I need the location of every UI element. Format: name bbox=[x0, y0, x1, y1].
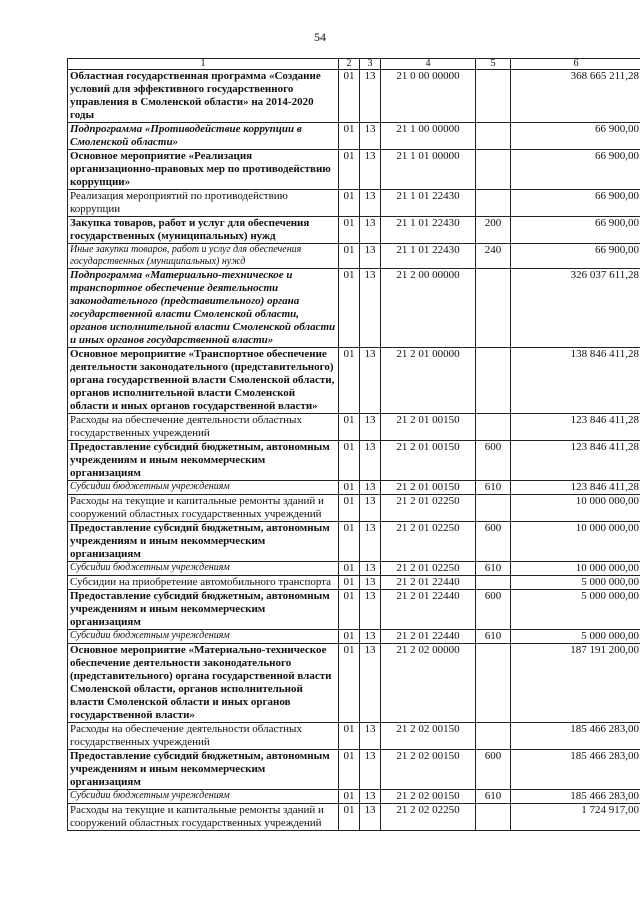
table-row bbox=[68, 804, 640, 831]
row-expense-type-cell bbox=[476, 123, 511, 150]
row-expense-type-cell bbox=[476, 70, 511, 123]
row-subsection-cell: 13 bbox=[360, 644, 381, 723]
row-section-cell: 01 bbox=[339, 481, 360, 495]
row-expense-type-cell: 610 bbox=[476, 481, 511, 495]
row-section-cell: 01 bbox=[339, 217, 360, 244]
page-number: 54 bbox=[314, 30, 326, 44]
row-expense-type-cell: 600 bbox=[476, 590, 511, 630]
row-target-article-cell: 21 2 00 00000 bbox=[381, 269, 476, 348]
row-name-cell: Субсидии бюджетным учреждениям bbox=[68, 562, 339, 576]
row-section-cell: 01 bbox=[339, 495, 360, 522]
row-section-cell: 01 bbox=[339, 190, 360, 217]
row-amount-cell: 185 466 283,00 bbox=[511, 750, 640, 790]
row-name-cell: Предоставление субсидий бюджетным, автономным учреждениям и иным некоммерческим организациям bbox=[68, 522, 339, 562]
row-target-article-cell: 21 0 00 00000 bbox=[381, 70, 476, 123]
row-target-article-cell: 21 2 01 00150 bbox=[381, 414, 476, 441]
row-expense-type-cell: 600 bbox=[476, 750, 511, 790]
table-row bbox=[68, 630, 640, 644]
row-subsection-cell: 13 bbox=[360, 790, 381, 804]
row-target-article-cell: 21 1 00 00000 bbox=[381, 123, 476, 150]
row-target-article-cell: 21 2 01 02250 bbox=[381, 562, 476, 576]
row-amount-cell: 10 000 000,00 bbox=[511, 495, 640, 522]
row-target-article-cell: 21 2 01 02250 bbox=[381, 495, 476, 522]
row-section-cell: 01 bbox=[339, 269, 360, 348]
row-target-article-cell: 21 1 01 22430 bbox=[381, 244, 476, 269]
row-subsection-cell: 13 bbox=[360, 495, 381, 522]
row-name-cell: Субсидии бюджетным учреждениям bbox=[68, 630, 339, 644]
row-expense-type-cell bbox=[476, 269, 511, 348]
row-name-cell: Расходы на текущие и капитальные ремонты зданий и сооружений областных государственных учреждений bbox=[68, 804, 339, 831]
table-row bbox=[68, 70, 640, 123]
row-section-cell: 01 bbox=[339, 723, 360, 750]
row-subsection-cell: 13 bbox=[360, 217, 381, 244]
row-name-cell: Расходы на обеспечение деятельности областных государственных учреждений bbox=[68, 723, 339, 750]
row-expense-type-cell: 610 bbox=[476, 790, 511, 804]
header-cell-6: 6 bbox=[511, 59, 640, 70]
row-amount-cell: 10 000 000,00 bbox=[511, 522, 640, 562]
row-amount-cell: 185 466 283,00 bbox=[511, 790, 640, 804]
row-subsection-cell: 13 bbox=[360, 630, 381, 644]
row-name-cell: Субсидии бюджетным учреждениям bbox=[68, 790, 339, 804]
header-cell-3: 3 bbox=[360, 59, 381, 70]
row-name-cell: Субсидии бюджетным учреждениям bbox=[68, 481, 339, 495]
table-row bbox=[68, 790, 640, 804]
row-subsection-cell: 13 bbox=[360, 723, 381, 750]
row-section-cell: 01 bbox=[339, 150, 360, 190]
row-amount-cell: 66 900,00 bbox=[511, 150, 640, 190]
row-target-article-cell: 21 2 01 02250 bbox=[381, 522, 476, 562]
row-target-article-cell: 21 2 01 00150 bbox=[381, 441, 476, 481]
row-subsection-cell: 13 bbox=[360, 70, 381, 123]
table-body bbox=[68, 70, 640, 831]
row-amount-cell: 5 000 000,00 bbox=[511, 576, 640, 590]
row-subsection-cell: 13 bbox=[360, 414, 381, 441]
row-subsection-cell: 13 bbox=[360, 481, 381, 495]
row-subsection-cell: 13 bbox=[360, 576, 381, 590]
table-row bbox=[68, 190, 640, 217]
row-target-article-cell: 21 2 02 00000 bbox=[381, 644, 476, 723]
row-expense-type-cell bbox=[476, 644, 511, 723]
row-expense-type-cell: 200 bbox=[476, 217, 511, 244]
row-target-article-cell: 21 1 01 22430 bbox=[381, 190, 476, 217]
table-row bbox=[68, 150, 640, 190]
table-row bbox=[68, 123, 640, 150]
row-name-cell: Основное мероприятие «Материально-техническое обеспечение деятельности законодательного (представительного) органа государственной власти Смоленской области, органов исполнительной власти Смоленской области и иных органов государственной власти» bbox=[68, 644, 339, 723]
table-row bbox=[68, 522, 640, 562]
row-target-article-cell: 21 1 01 00000 bbox=[381, 150, 476, 190]
row-amount-cell: 138 846 411,28 bbox=[511, 348, 640, 414]
row-amount-cell: 326 037 611,28 bbox=[511, 269, 640, 348]
row-name-cell: Основное мероприятие «Реализация организационно-правовых мер по противодействию коррупции» bbox=[68, 150, 339, 190]
row-amount-cell: 368 665 211,28 bbox=[511, 70, 640, 123]
row-amount-cell: 123 846 411,28 bbox=[511, 414, 640, 441]
row-subsection-cell: 13 bbox=[360, 190, 381, 217]
row-section-cell: 01 bbox=[339, 70, 360, 123]
row-name-cell: Подпрограмма «Материально-техническое и транспортное обеспечение деятельности законодательного (представительного) органа государственной власти Смоленской области, органов исполнительной власти Смоленской области и иных органов государственной власти» bbox=[68, 269, 339, 348]
row-name-cell: Расходы на обеспечение деятельности областных государственных учреждений bbox=[68, 414, 339, 441]
row-amount-cell: 1 724 917,00 bbox=[511, 804, 640, 831]
row-amount-cell: 123 846 411,28 bbox=[511, 481, 640, 495]
row-expense-type-cell bbox=[476, 723, 511, 750]
row-name-cell: Основное мероприятие «Транспортное обеспечение деятельности законодательного (представительного) органа государственной власти Смоленской области, органов исполнительной власти Смоленской области и иных органов государственной власти» bbox=[68, 348, 339, 414]
row-subsection-cell: 13 bbox=[360, 244, 381, 269]
row-section-cell: 01 bbox=[339, 590, 360, 630]
row-name-cell: Областная государственная программа «Создание условий для эффективного государственного управления в Смоленской области» на 2014-2020 годы bbox=[68, 70, 339, 123]
header-cell-5: 5 bbox=[476, 59, 511, 70]
header-row bbox=[68, 59, 640, 70]
row-target-article-cell: 21 2 01 22440 bbox=[381, 576, 476, 590]
row-subsection-cell: 13 bbox=[360, 562, 381, 576]
row-subsection-cell: 13 bbox=[360, 750, 381, 790]
row-name-cell: Предоставление субсидий бюджетным, автономным учреждениям и иным некоммерческим организациям bbox=[68, 590, 339, 630]
row-name-cell: Закупка товаров, работ и услуг для обеспечения государственных (муниципальных) нужд bbox=[68, 217, 339, 244]
row-section-cell: 01 bbox=[339, 244, 360, 269]
row-name-cell: Иные закупки товаров, работ и услуг для обеспечения государственных (муниципальных) нужд bbox=[68, 244, 339, 269]
row-amount-cell: 10 000 000,00 bbox=[511, 562, 640, 576]
row-section-cell: 01 bbox=[339, 123, 360, 150]
table-row bbox=[68, 244, 640, 269]
row-section-cell: 01 bbox=[339, 630, 360, 644]
row-expense-type-cell bbox=[476, 576, 511, 590]
row-section-cell: 01 bbox=[339, 348, 360, 414]
table-row bbox=[68, 750, 640, 790]
row-amount-cell: 185 466 283,00 bbox=[511, 723, 640, 750]
row-expense-type-cell: 240 bbox=[476, 244, 511, 269]
table-row bbox=[68, 576, 640, 590]
row-subsection-cell: 13 bbox=[360, 269, 381, 348]
row-target-article-cell: 21 2 01 22440 bbox=[381, 630, 476, 644]
table-row bbox=[68, 495, 640, 522]
row-amount-cell: 123 846 411,28 bbox=[511, 441, 640, 481]
row-target-article-cell: 21 2 02 00150 bbox=[381, 790, 476, 804]
row-expense-type-cell bbox=[476, 190, 511, 217]
row-target-article-cell: 21 2 02 00150 bbox=[381, 750, 476, 790]
table-row bbox=[68, 590, 640, 630]
table-row bbox=[68, 562, 640, 576]
row-subsection-cell: 13 bbox=[360, 804, 381, 831]
row-subsection-cell: 13 bbox=[360, 150, 381, 190]
row-expense-type-cell: 600 bbox=[476, 441, 511, 481]
row-expense-type-cell bbox=[476, 348, 511, 414]
row-target-article-cell: 21 1 01 22430 bbox=[381, 217, 476, 244]
row-name-cell: Реализация мероприятий по противодействию коррупции bbox=[68, 190, 339, 217]
row-name-cell: Предоставление субсидий бюджетным, автономным учреждениям и иным некоммерческим организациям bbox=[68, 441, 339, 481]
header-cell-2: 2 bbox=[339, 59, 360, 70]
row-target-article-cell: 21 2 01 00000 bbox=[381, 348, 476, 414]
row-section-cell: 01 bbox=[339, 562, 360, 576]
row-expense-type-cell: 610 bbox=[476, 562, 511, 576]
header-cell-4: 4 bbox=[381, 59, 476, 70]
row-amount-cell: 66 900,00 bbox=[511, 190, 640, 217]
row-section-cell: 01 bbox=[339, 441, 360, 481]
row-amount-cell: 66 900,00 bbox=[511, 244, 640, 269]
row-expense-type-cell bbox=[476, 414, 511, 441]
row-section-cell: 01 bbox=[339, 750, 360, 790]
header-cell-1: 1 bbox=[68, 59, 339, 70]
row-section-cell: 01 bbox=[339, 644, 360, 723]
row-subsection-cell: 13 bbox=[360, 522, 381, 562]
row-subsection-cell: 13 bbox=[360, 348, 381, 414]
row-expense-type-cell: 610 bbox=[476, 630, 511, 644]
table-row bbox=[68, 269, 640, 348]
row-section-cell: 01 bbox=[339, 790, 360, 804]
row-amount-cell: 5 000 000,00 bbox=[511, 590, 640, 630]
row-target-article-cell: 21 2 02 02250 bbox=[381, 804, 476, 831]
budget-table bbox=[67, 58, 640, 831]
row-expense-type-cell bbox=[476, 495, 511, 522]
table-row bbox=[68, 644, 640, 723]
row-subsection-cell: 13 bbox=[360, 590, 381, 630]
table-row bbox=[68, 481, 640, 495]
row-target-article-cell: 21 2 01 00150 bbox=[381, 481, 476, 495]
table-row bbox=[68, 723, 640, 750]
row-amount-cell: 5 000 000,00 bbox=[511, 630, 640, 644]
row-expense-type-cell bbox=[476, 804, 511, 831]
row-amount-cell: 66 900,00 bbox=[511, 123, 640, 150]
row-section-cell: 01 bbox=[339, 576, 360, 590]
row-subsection-cell: 13 bbox=[360, 123, 381, 150]
row-section-cell: 01 bbox=[339, 522, 360, 562]
row-name-cell: Предоставление субсидий бюджетным, автономным учреждениям и иным некоммерческим организациям bbox=[68, 750, 339, 790]
row-amount-cell: 187 191 200,00 bbox=[511, 644, 640, 723]
row-expense-type-cell bbox=[476, 150, 511, 190]
row-expense-type-cell: 600 bbox=[476, 522, 511, 562]
table-row bbox=[68, 217, 640, 244]
row-section-cell: 01 bbox=[339, 414, 360, 441]
table-row bbox=[68, 348, 640, 414]
row-name-cell: Подпрограмма «Противодействие коррупции в Смоленской области» bbox=[68, 123, 339, 150]
row-amount-cell: 66 900,00 bbox=[511, 217, 640, 244]
row-name-cell: Расходы на текущие и капитальные ремонты зданий и сооружений областных государственных учреждений bbox=[68, 495, 339, 522]
table-row bbox=[68, 441, 640, 481]
row-target-article-cell: 21 2 02 00150 bbox=[381, 723, 476, 750]
row-name-cell: Субсидии на приобретение автомобильного транспорта bbox=[68, 576, 339, 590]
row-section-cell: 01 bbox=[339, 804, 360, 831]
row-target-article-cell: 21 2 01 22440 bbox=[381, 590, 476, 630]
row-subsection-cell: 13 bbox=[360, 441, 381, 481]
table-row bbox=[68, 414, 640, 441]
